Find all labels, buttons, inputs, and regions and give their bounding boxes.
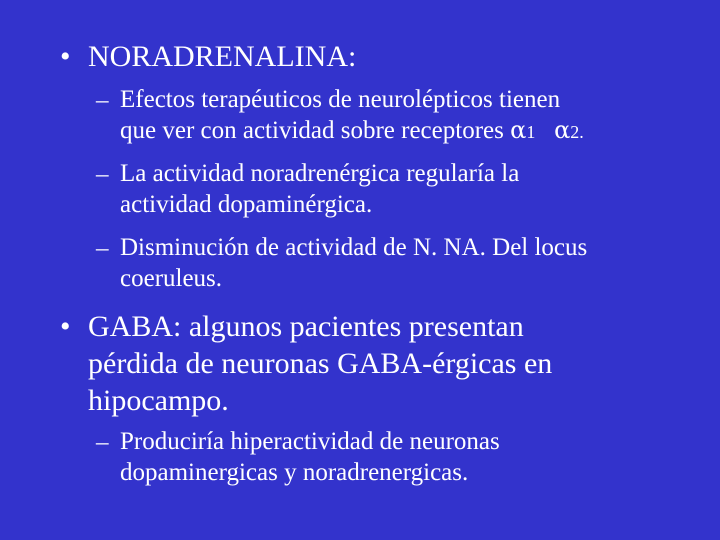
sub-item-efectos-line2 [120,115,584,148]
alpha-subscript-1: 1 [526,122,536,142]
sub-item-efectos [120,84,584,148]
heading-gaba-line3: hipocampo. [88,384,229,417]
heading-gaba [88,308,552,419]
dash-item-1: – [96,87,109,114]
heading-gaba-line1: GABA: algunos pacientes presentan [88,310,524,343]
sub-item-disminucion-line2: coeruleus. [120,265,223,292]
alpha-symbol-1: α [510,116,527,144]
sub-item-produciria-line2: dopaminergicas y noradrenergicas. [120,459,469,486]
sub-item-actividad-line2: actividad dopaminérgica. [120,191,373,218]
sub-item-actividad-line1: La actividad noradrenérgica regularía la [120,160,520,187]
heading-gaba-line2: pérdida de neuronas GABA-érgicas en [88,347,553,380]
sub-item-disminucion-line1: Disminución de actividad de N. NA. Del locus [120,234,588,261]
sub-item-efectos-line2-text: que ver con actividad sobre receptores [120,117,511,144]
alpha-symbol-2: α [554,116,571,144]
dash-item-4: – [96,429,109,456]
alpha-subscript-2: 2. [570,122,584,142]
heading-noradrenalina [88,38,356,75]
dash-item-2: – [96,161,109,188]
dash-item-3: – [96,235,109,262]
bullet-gaba: • [60,310,71,343]
heading-noradrenalina-text: NORADRENALINA: [88,40,357,73]
bullet-noradrenalina: • [60,40,71,73]
sub-item-produciria [120,426,500,488]
sub-item-disminucion [120,232,587,294]
sub-item-produciria-line1: Produciría hiperactividad de neuronas [120,428,500,455]
sub-item-efectos-line1: Efectos terapéuticos de neurolépticos tienen [120,86,561,113]
sub-item-actividad [120,158,519,220]
